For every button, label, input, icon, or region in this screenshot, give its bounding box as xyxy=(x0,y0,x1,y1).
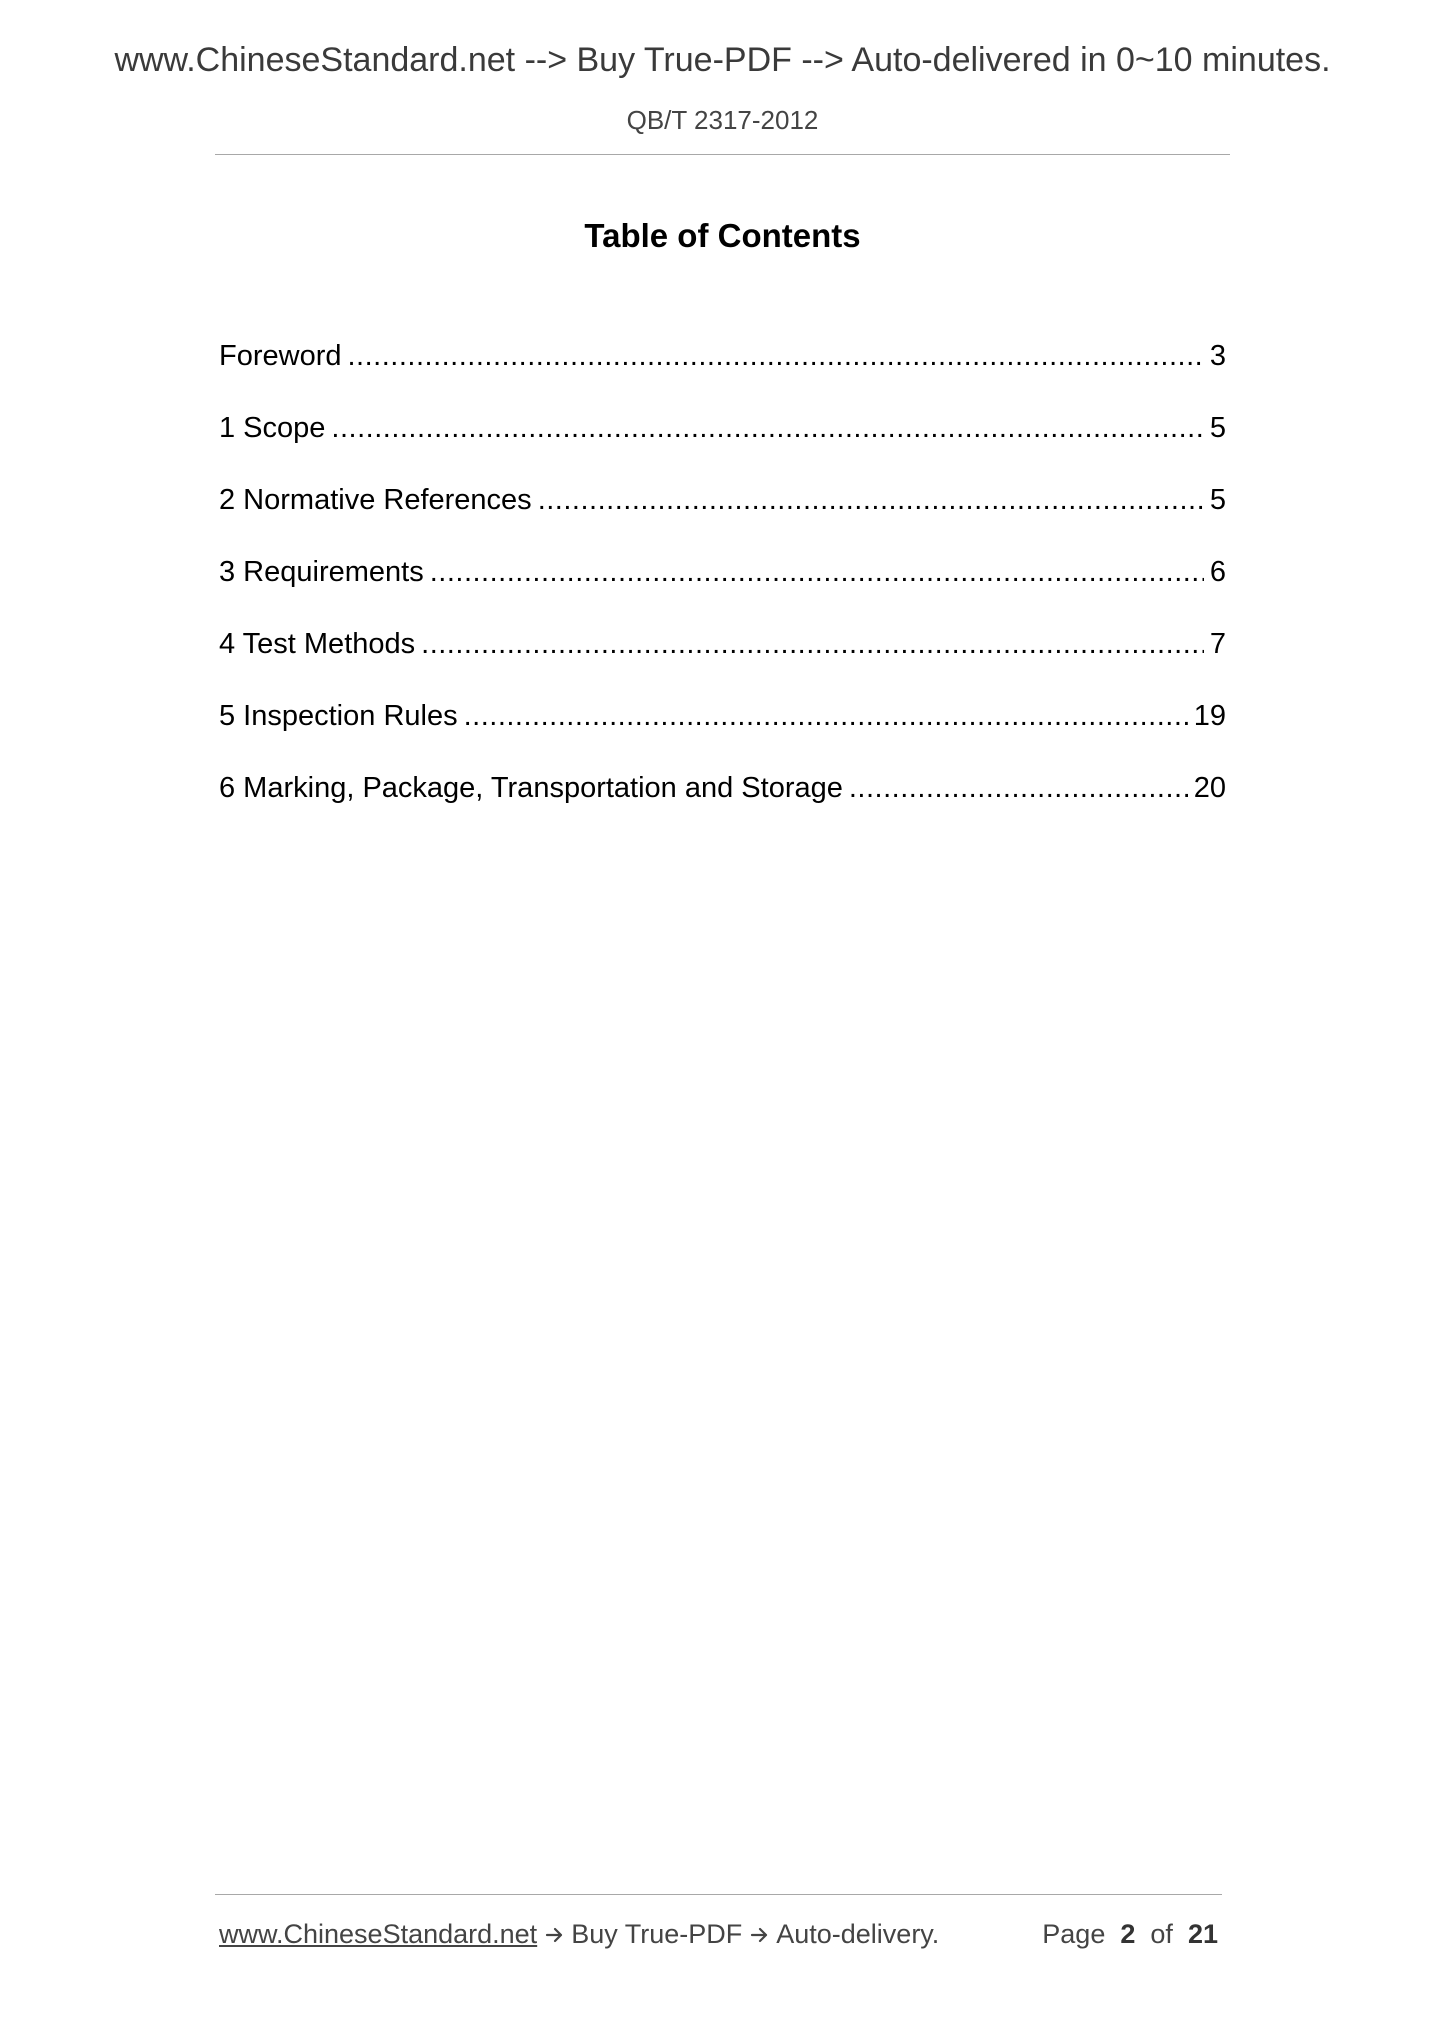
toc-leader-dots xyxy=(348,334,1204,378)
toc-entry-label: 6 Marking, Package, Transportation and Storage xyxy=(219,772,843,804)
footer-divider xyxy=(215,1894,1222,1895)
toc-leader-dots xyxy=(430,550,1204,594)
toc-entry-marking-package[interactable] xyxy=(219,766,1226,838)
toc-leader-dots xyxy=(421,622,1204,666)
document-code: QB/T 2317-2012 xyxy=(626,105,819,135)
toc-entry-label: 2 Normative References xyxy=(219,484,532,516)
footer-site-link[interactable]: www.ChineseStandard.net xyxy=(219,1919,538,1949)
toc-entry-label: 5 Inspection Rules xyxy=(219,700,458,732)
toc-entry-page: 5 xyxy=(1209,484,1226,516)
toc-entry-label: 3 Requirements xyxy=(219,556,424,588)
footer-promo xyxy=(219,1914,939,1954)
page-word: Page xyxy=(1042,1919,1106,1949)
toc-entry-label: Foreword xyxy=(219,340,342,372)
toc-entry-normative-references[interactable] xyxy=(219,478,1226,550)
page-counter xyxy=(1042,1914,1218,1954)
toc-leader-dots xyxy=(464,694,1188,738)
of-word: of xyxy=(1150,1919,1173,1949)
toc-entry-requirements[interactable] xyxy=(219,550,1226,622)
total-pages-number: 21 xyxy=(1187,1919,1218,1949)
right-arrow-icon xyxy=(750,1925,770,1945)
toc-entry-page: 7 xyxy=(1209,628,1226,660)
top-banner: www.ChineseStandard.net --> Buy True-PDF --> Auto-delivered in 0~10 minutes. xyxy=(114,41,1331,79)
page-footer xyxy=(219,1914,1224,1954)
toc-entry-page: 6 xyxy=(1209,556,1226,588)
toc-leader-dots xyxy=(331,406,1203,450)
footer-buy-text: Buy True-PDF xyxy=(571,1919,743,1949)
toc-entry-page: 3 xyxy=(1209,340,1226,372)
right-arrow-icon xyxy=(545,1925,565,1945)
toc-entry-scope[interactable] xyxy=(219,406,1226,478)
toc-entry-test-methods[interactable] xyxy=(219,622,1226,694)
toc-leader-dots xyxy=(849,766,1188,810)
toc-list xyxy=(219,334,1226,838)
toc-entry-page: 20 xyxy=(1193,772,1226,804)
toc-leader-dots xyxy=(538,478,1204,522)
toc-entry-inspection-rules[interactable] xyxy=(219,694,1226,766)
footer-delivery-text: Auto-delivery. xyxy=(776,1919,940,1949)
toc-entry-page: 19 xyxy=(1193,700,1226,732)
toc-entry-page: 5 xyxy=(1209,412,1226,444)
toc-title: Table of Contents xyxy=(584,217,861,254)
current-page-number: 2 xyxy=(1120,1919,1136,1949)
toc-entry-label: 1 Scope xyxy=(219,412,326,444)
toc-entry-label: 4 Test Methods xyxy=(219,628,416,660)
toc-entry-foreword[interactable] xyxy=(219,334,1226,406)
header-divider xyxy=(215,154,1230,155)
